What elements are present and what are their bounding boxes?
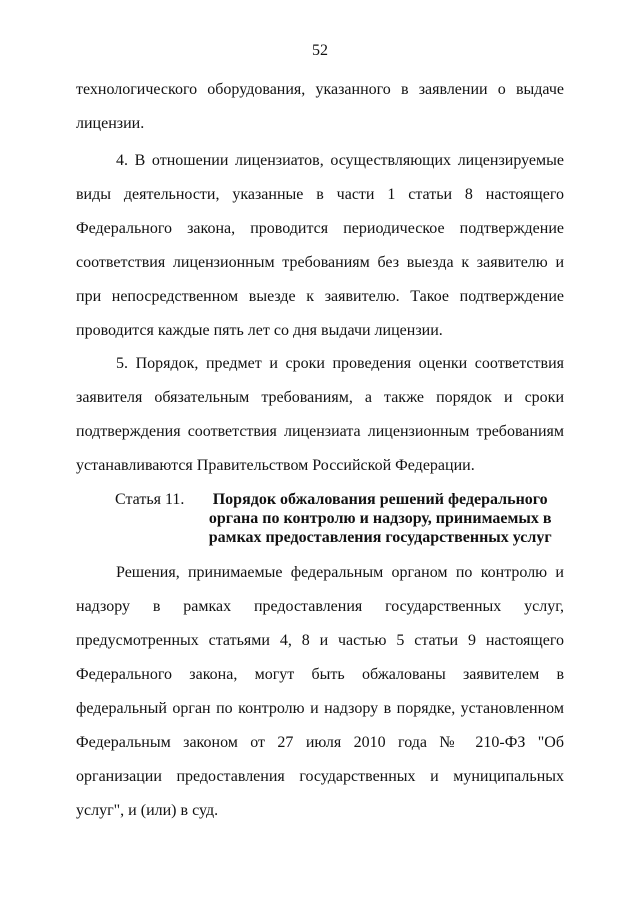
article-title: Порядок обжалования решений федерального органа по контролю и надзору, принимаемых в рамках предоставления государственных услуг (208, 491, 552, 546)
paragraph-continuation: технологического оборудования, указанного в заявлении о выдаче лицензии. (76, 81, 564, 132)
article-heading (115, 490, 570, 547)
article-11-paragraph: Решения, принимаемые федеральным органом по контролю и надзору в рамках предоставления государственных услуг, предусмотренных статьями 4, 8 и частью 5 статьи 9 настоящего Федерального закона, могут быть обжалованы заявителем в федеральный орган по контролю и надзору в порядке, установленном Федеральным законом от 27 июля 2010 года № 210-ФЗ "Об организации предоставления государственных и муниципальных услуг", и (или) в суд. (76, 564, 564, 819)
paragraph-item-5: 5. Порядок, предмет и сроки проведения оценки соответствия заявителя обязательным требованиям, а также порядок и сроки подтверждения соответствия лицензиата лицензионным требованиям устанавливаются Правительством Российской Федерации. (76, 355, 564, 474)
paragraph-item-4: 4. В отношении лицензиатов, осуществляющих лицензируемые виды деятельности, указанные в части 1 статьи 8 настоящего Федерального закона, проводится периодическое подтверждение соответствия лицензионным требованиям без выезда к заявителю и при непосредственном выезде к заявителю. Такое подтверждение проводится каждые пять лет со дня выдачи лицензии. (76, 152, 564, 339)
page-number: 52 (312, 42, 328, 59)
article-label: Статья 11. (115, 491, 185, 508)
